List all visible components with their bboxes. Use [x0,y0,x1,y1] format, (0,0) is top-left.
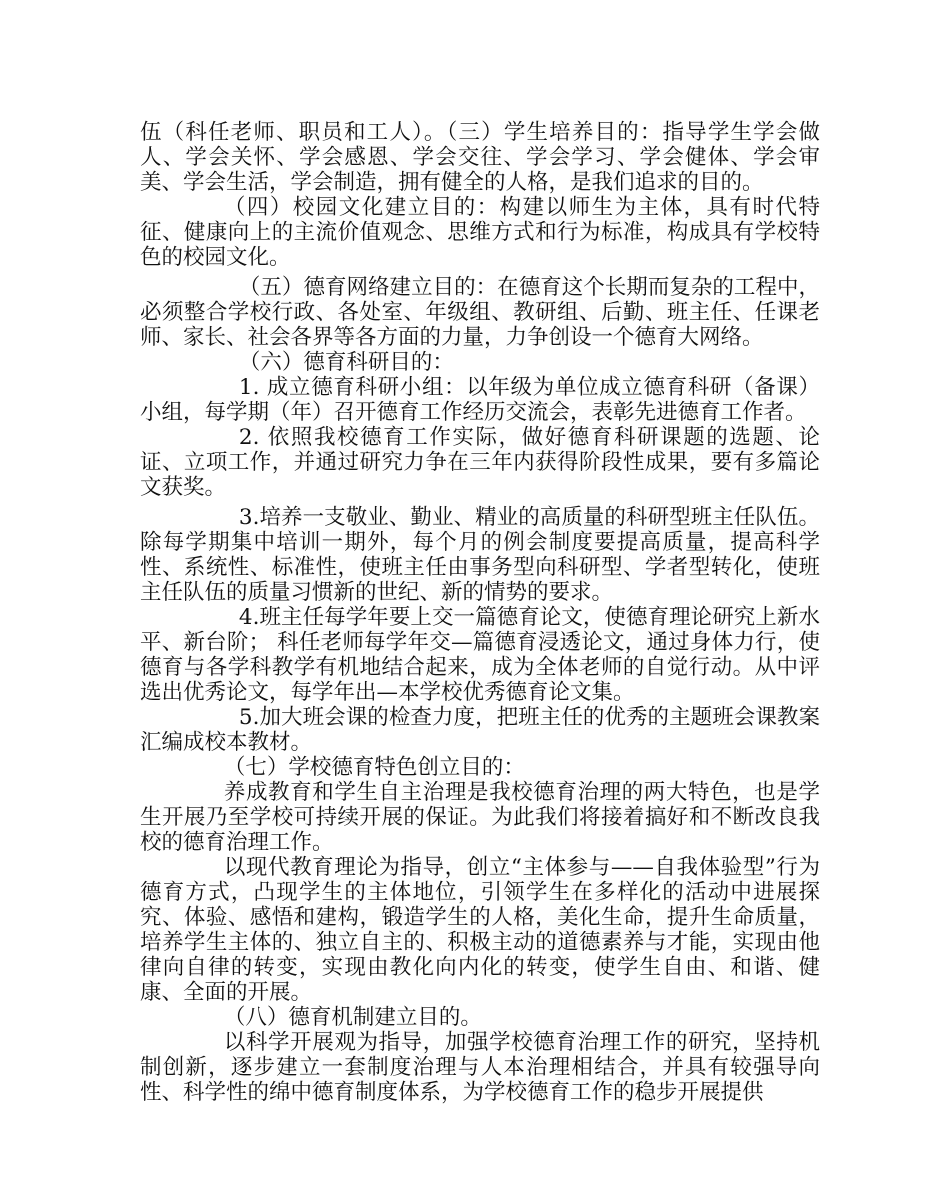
paragraph-feature-heading: （七）学校德育特色创立目的： [223,755,525,780]
paragraph-mechanism-body: 以科学开展观为指导，加强学校德育治理工作的研究，坚持机制创新，逐步建立一套制度治理与人本治理相结合，并具有较强导向性、科学性的绵中德育制度体系，为学校德育工作的稳步开展提供 [140,1030,820,1105]
paragraph-student-training-goal: 伍（科任老师、职员和工人）。（三）学生培养目的：指导学生学会做人、学会关怀、学会感恩、学会交往、学会学习、学会健体、学会审美、学会生活，学会制造，拥有健全的人格，是我们追求的目的。 [140,120,820,195]
paragraph-research-item-2: 2. 依照我校德育工作实际，做好德育科研课题的选题、论证、立项工作，并通过研究力争在三年内获得阶段性成果，要有多篇论文获奖。 [140,425,820,500]
paragraph-research-item-3: 3.培养一支敬业、勤业、精业的高质量的科研型班主任队伍。除每学期集中培训一期外，每个月的例会制度要提高质量，提高科学性、系统性、标准性，使班主任由事务型向科研型、学者型转化，使班主任队伍的质量习惯新的世纪、新的情势的要求。 [140,505,820,605]
paragraph-research-item-1: 1. 成立德育科研小组：以年级为单位成立德育科研（备课）小组，每学期（年）召开德育工作经历交流会，表彰先进德育工作者。 [140,375,820,425]
paragraph-research-item-4: 4.班主任每学年要上交一篇德育论文，使德育理论研究上新水平、新台阶； 科任老师每学年交—篇德育浸透论文，通过身体力行，使德育与各学科教学有机地结合起来，成为全体老师的自觉行动。从中评选出优秀论文，每学年出—本学校优秀德育论文集。 [140,605,820,705]
paragraph-research-heading: （六）德育科研目的： [238,350,454,375]
paragraph-research-item-5: 5.加大班会课的检查力度，把班主任的优秀的主题班会课教案汇编成校本教材。 [140,705,820,755]
paragraph-mechanism-heading: （八）德育机制建立目的。 [223,1005,482,1030]
paragraph-moral-network-goal: （五）德育网络建立目的：在德育这个长期而复杂的工程中，必须整合学校行政、各处室、年级组、教研组、后勤、班主任、任课老师、家长、社会各界等各方面的力量，力争创设一个德育大网络。 [140,275,820,350]
paragraph-feature-body-2: 以现代教育理论为指导，创立“主体参与——自我体验型”行为德育方式，凸现学生的主体地位，引领学生在多样化的活动中进展探究、体验、感悟和建构，锻造学生的人格，美化生命，提升生命质量，培养学生主体的、独立自主的、积极主动的道德素养与才能，实现由他律向自律的转变，实现由教化向内化的转变，使学生自由、和谐、健康、全面的开展。 [140,855,820,1005]
paragraph-feature-body-1: 养成教育和学生自主治理是我校德育治理的两大特色，也是学生开展乃至学校可持续开展的保证。为此我们将接着搞好和不断改良我校的德育治理工作。 [140,780,820,855]
document-body [140,120,820,1105]
paragraph-campus-culture-goal: （四）校园文化建立目的：构建以师生为主体，具有时代特征、健康向上的主流价值观念、思维方式和行为标准，构成具有学校特色的校园文化。 [140,195,820,270]
